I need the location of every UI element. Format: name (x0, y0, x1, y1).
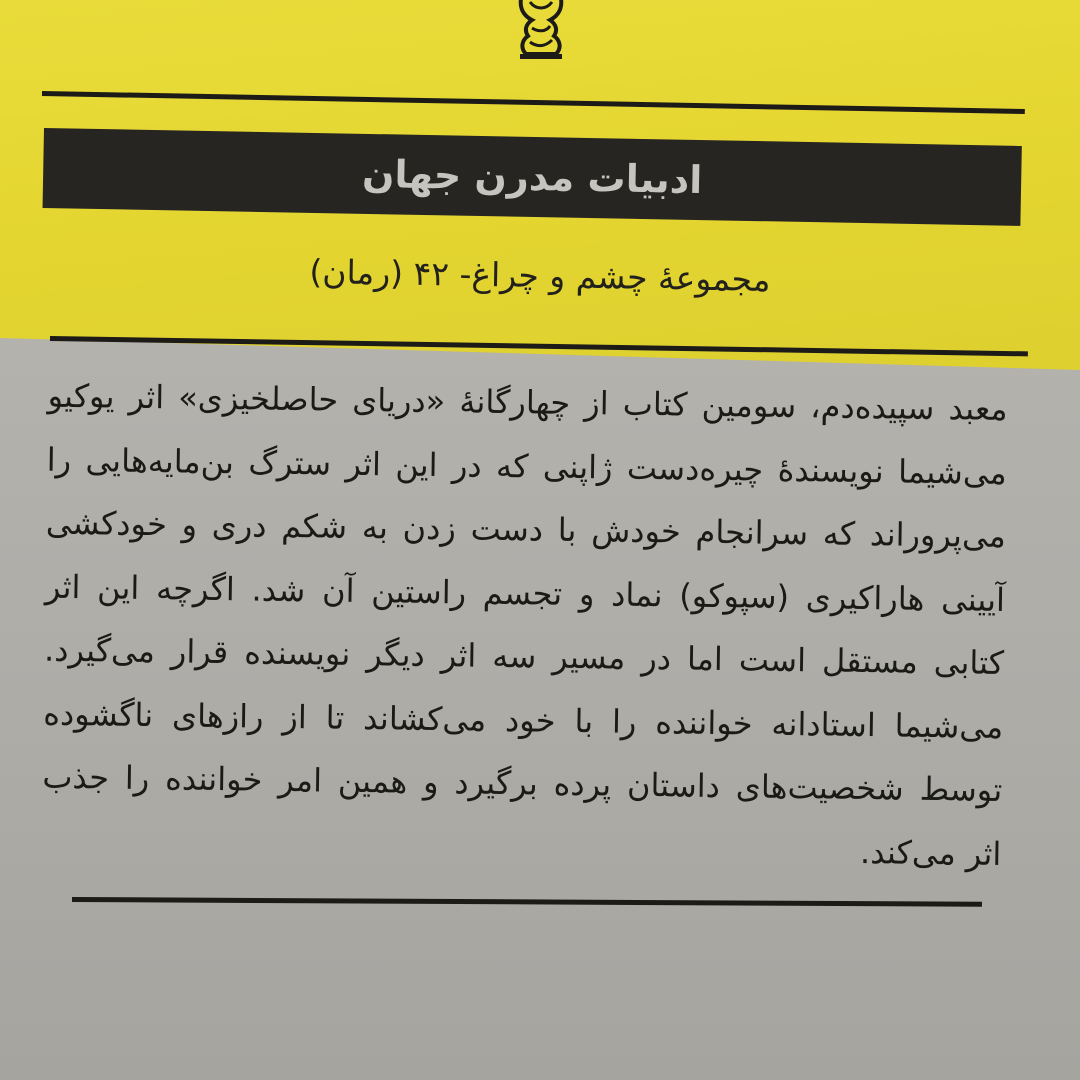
description-text (41, 365, 1008, 886)
description-line: آیینی هاراکیری (سپوکو) نماد و تجسم راستین آن شد. اگرچه این اثر (44, 567, 1006, 619)
description-line: می‌شیما استادانه خواننده را با خود می‌کشاند تا از رازهای ناگشوده (42, 694, 1004, 746)
description-line: کتابی مستقل است اما در مسیر سه اثر دیگر نویسنده قرار می‌گیرد. (43, 630, 1005, 682)
series-heading: ادبیات مدرن جهان (361, 151, 703, 203)
description-line: می‌پروراند که سرانجام خودش با دست زدن به شکم دری و خودکشی (45, 503, 1007, 555)
description-line: می‌شیما نویسندهٔ چیره‌دست ژاپنی که در این اثر سترگ بن‌مایه‌هایی را (46, 440, 1007, 492)
publisher-logo-icon (508, 0, 574, 66)
collection-subtitle: مجموعهٔ چشم و چراغ- ۴۲ (رمان) (309, 251, 771, 300)
description-line: اثر می‌کند. (859, 832, 1002, 873)
description-line: معبد سپیده‌دم، سومین کتاب از چهارگانهٔ «دریای حاصلخیزی» اثر یوکیو (47, 376, 1008, 428)
description-line: توسط شخصیت‌های داستان پرده برگیرد و همین امر خواننده را جذب (42, 757, 1003, 809)
